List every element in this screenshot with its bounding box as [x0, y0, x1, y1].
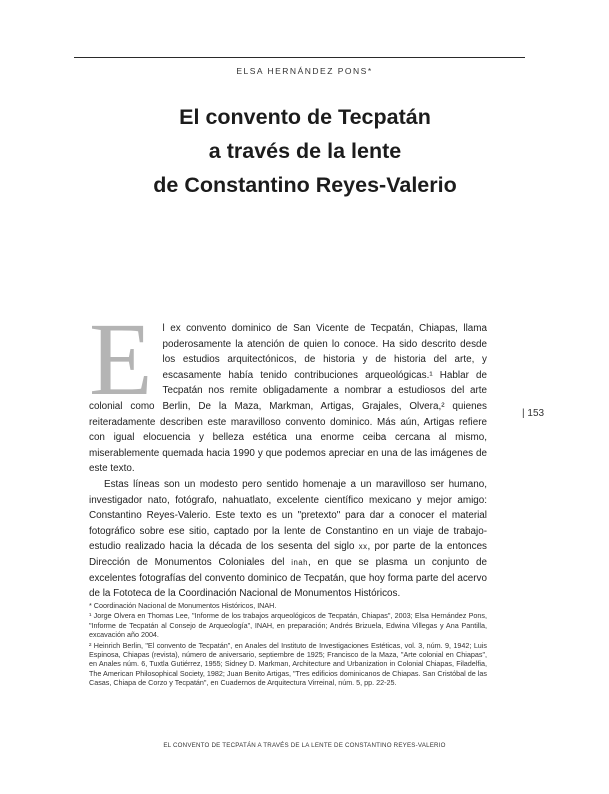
drop-cap: E [89, 302, 153, 417]
author-name: ELSA HERNÁNDEZ PONS* [236, 66, 373, 76]
paragraph-2-text-b: , por parte de la entonces Dirección de Monumentos Coloniales del [89, 541, 487, 568]
title-line-2: a través de la lente [208, 139, 402, 163]
inah-smallcaps: inah [291, 557, 308, 567]
paragraph-2-text-a: Estas líneas son un modesto pero sentido homenaje a un maravilloso ser humano, investigador nato, fotógrafo, nahuatlato, excelente científico mexicano y mejor amigo: Constantino Reyes-Valerio. Este texto es un "pretexto" para dar a conocer el material fotográfico sobre ese sitio, captado por la lente de Constantino en un viaje de trabajo-estudio realizado hacia la década de los sesenta del siglo [89, 478, 487, 553]
century-smallcaps: xx [358, 542, 368, 552]
header-rule [74, 57, 525, 58]
page-number: | 153 [522, 408, 545, 419]
footnotes [89, 601, 487, 689]
footnote-author: * Coordinación Nacional de Monumentos Históricos, INAH. [89, 601, 277, 610]
article-body [89, 302, 487, 602]
title-line-3: de Constantino Reyes-Valerio [153, 173, 457, 197]
footnote-1: ¹ Jorge Olvera en Thomas Lee, "Informe de los trabajos arqueológicos de Tecpatán, Chiapas", 2003; Elsa Hernández Pons, "Informe de Tecpatán al Consejo de Arqueología", INAH, en preparación; Andrés Brizuela, Edwina Villegas y Ana Pantilla, excavación año 2004. [89, 611, 487, 640]
paragraph-1: l ex convento dominico de San Vicente de Tecpatán, Chiapas, llama poderosamente la atención de quien lo conoce. Ha sido descrito desde los estudios arquitectónicos, de historia y de historia del arte, y escasamente había tenido contribuciones arqueológicas.¹ Hablar de Tecpatán nos remite obligadamente a nombrar a estudiosos del arte colonial como Berlin, De la Maza, Markman, Artigas, Grajales, Olvera,² quienes reiteradamente describen este maravilloso convento dominico. Más aún, Artigas refiere con igual elocuencia y belleza estética una enorme ceiba cercana al mismo, miserablemente quemada hacia 1990 y que podemos apreciar en una de las imágenes de este texto. [89, 323, 487, 475]
footnote-2: ² Heinrich Berlin, "El convento de Tecpatán", en Anales del Instituto de Investigaciones Estéticas, vol. 3, núm. 9, 1942; Luis Espinosa, Chiapas (revista), número de aniversario, septiembre de 1925; Francisco de la Maza, "Arte colonial en Chiapas", en Anales núm. 6, Tuxtla Gutiérrez, 1955; Sidney D. Markman, Architecture and Urbanization in Colonial Chiapas, Filadelfia, The American Philosophical Society, 1982; Juan Benito Artigas, "Tres edificios dominicanos de Chiapas. San Cristóbal de las Casas, Chiapa de Corzo y Tecpatán", en Cuadernos de Arquitectura Virreinal, núm. 5, pp. 22-25. [89, 640, 487, 688]
title-line-1: El convento de Tecpatán [179, 105, 431, 129]
article-title [80, 100, 530, 202]
paragraph-2 [89, 477, 487, 602]
paragraph-2-text-c: , en que se plasma un conjunto de excelentes fotografías del convento dominico de Tecpatán, que hoy forma parte del acervo de la Fototeca de la Coordinación Nacional de Monumentos Históricos. [89, 556, 487, 600]
running-footer: EL CONVENTO DE TECPATÁN A TRAVÉS DE LA LENTE DE CONSTANTINO REYES-VALERIO [163, 742, 446, 749]
